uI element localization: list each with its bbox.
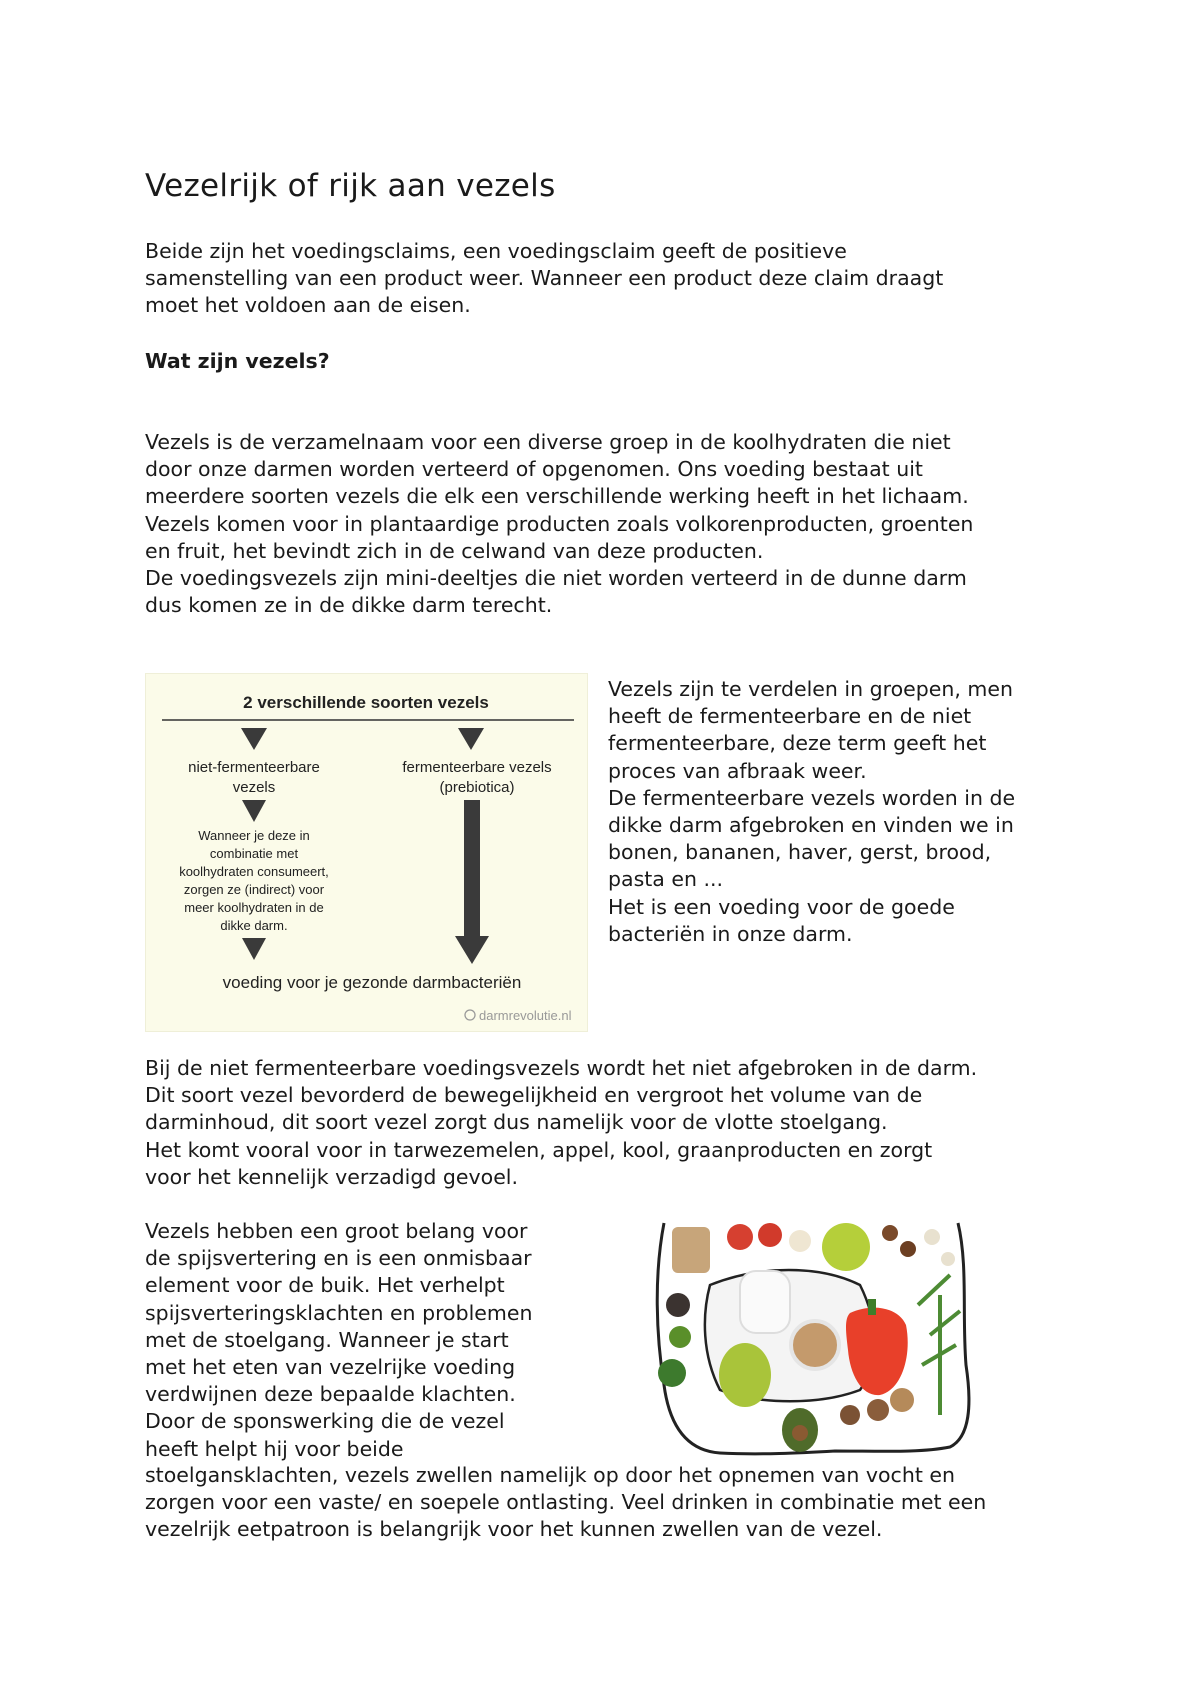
text-line: de spijsvertering en is een onmisbaar <box>145 1246 532 1271</box>
seeds-icon <box>666 1293 690 1317</box>
text-line: heeft helpt hij voor beide <box>145 1436 404 1461</box>
tomato-icon <box>758 1223 782 1247</box>
left-label: vezels <box>232 779 276 796</box>
note-line: dikke darm. <box>220 918 288 933</box>
leaf-icon <box>669 1326 691 1348</box>
note-line: zorgen ze (indirect) voor <box>183 882 325 897</box>
tomato-icon <box>727 1224 753 1250</box>
intro-line: Beide zijn het voedingsclaims, een voedingsclaim geeft de positieve <box>145 239 847 263</box>
text-line: Het is een voeding voor de goede <box>608 894 955 919</box>
walnut-icon <box>840 1405 860 1425</box>
pear-icon <box>719 1343 771 1407</box>
importance-paragraph <box>145 1218 565 1463</box>
hazelnut-icon <box>900 1241 916 1257</box>
section-heading: Wat zijn vezels? <box>145 349 330 373</box>
text-line: bacteriën in onze darm. <box>608 921 853 946</box>
arrow-down-icon <box>458 728 484 750</box>
text-line: heeft de fermenteerbare en de niet <box>608 704 972 729</box>
left-label: niet-fermenteerbare <box>188 759 320 776</box>
intro-line: moet het voldoen aan de eisen. <box>145 293 471 318</box>
text-line: dikke darm afgebroken en vinden we in <box>608 813 1014 838</box>
text-line: bonen, bananen, haver, gerst, brood, <box>608 840 992 865</box>
text-line: pasta en ... <box>608 867 724 892</box>
text-line: Bij de niet fermenteerbare voedingsvezels wordt het niet afgebroken in de darm. <box>145 1056 978 1080</box>
grain-bowl-icon <box>791 1321 839 1369</box>
note-line: meer koolhydraten in de <box>184 900 324 915</box>
text-line: met de stoelgang. Wanneer je start <box>145 1327 509 1352</box>
long-arrow-shaft <box>464 800 480 938</box>
intro-line: samenstelling van een product weer. Wanneer een product deze claim draagt <box>145 266 944 291</box>
text-line: door onze darmen worden verteerd of opgenomen. Ons voeding bestaat uit <box>145 457 923 482</box>
text-line: De fermenteerbare vezels worden in de <box>608 785 1016 810</box>
text-line: Door de sponswerking die de vezel <box>145 1409 505 1434</box>
intro-paragraph <box>145 238 1075 320</box>
lentils-icon <box>890 1388 914 1412</box>
text-line: Vezels komen voor in plantaardige producten zoals volkorenproducten, groenten <box>145 511 974 536</box>
text-line: darminhoud, dit soort vezel zorgt dus namelijk voor de vlotte stoelgang. <box>145 1110 888 1135</box>
text-line: stoelgansklachten, vezels zwellen namelijk op door het opnemen van vocht en <box>145 1463 955 1487</box>
text-line: meerdere soorten vezels die elk een verschillende werking heeft in het lichaam. <box>145 484 969 509</box>
arrow-down-icon <box>241 728 267 750</box>
right-label: (prebiotica) <box>439 779 515 796</box>
text-line: vezelrijk eetpatroon is belangrijk voor het kunnen zwellen van de vezel. <box>145 1517 883 1542</box>
text-line: De voedingsvezels zijn mini-deeltjes die niet worden verteerd in de dunne darm <box>145 566 967 591</box>
credit-logo-icon <box>465 1010 475 1020</box>
garlic-icon <box>789 1230 811 1252</box>
side-paragraph <box>608 676 1078 948</box>
note-line: Wanneer je deze in <box>198 828 310 843</box>
nonferment-paragraph <box>145 1055 1075 1191</box>
text-line: Vezels is de verzamelnaam voor een diverse groep in de koolhydraten die niet <box>145 430 951 454</box>
text-line: dus komen ze in de dikke darm terecht. <box>145 593 553 618</box>
text-line: fermenteerbare, deze term geeft het <box>608 731 987 756</box>
page-title: Vezelrijk of rijk aan vezels <box>145 168 556 204</box>
arrow-down-icon <box>242 938 266 960</box>
intestine-food-illustration <box>650 1215 976 1462</box>
bean-icon <box>941 1252 955 1266</box>
text-line: spijsverteringsklachten en problemen <box>145 1300 533 1325</box>
text-line: Vezels zijn te verdelen in groepen, men <box>608 677 1013 701</box>
text-line: Het komt vooral voor in tarwezemelen, appel, kool, graanproducten en zorgt <box>145 1137 933 1162</box>
text-line: proces van afbraak weer. <box>608 758 867 783</box>
avocado-seed-icon <box>792 1425 808 1441</box>
arrow-down-icon <box>455 936 489 964</box>
pepper-stem-icon <box>868 1299 876 1315</box>
fiber-types-diagram <box>145 673 588 1032</box>
bread-icon <box>672 1227 710 1273</box>
text-line: zorgen voor een vaste/ en soepele ontlasting. Veel drinken in combinatie met een <box>145 1490 987 1515</box>
text-line: Vezels hebben een groot belang voor <box>145 1219 528 1243</box>
fibers-paragraph <box>145 429 1075 619</box>
apple-icon <box>822 1223 870 1271</box>
diagram-bottom-label: voeding voor je gezonde darmbacteriën <box>222 973 522 992</box>
text-line: verdwijnen deze bepaalde klachten. <box>145 1382 516 1407</box>
bean-icon <box>924 1229 940 1245</box>
hazelnut-icon <box>882 1225 898 1241</box>
text-line: en fruit, het bevindt zich in de celwand van deze producten. <box>145 538 764 563</box>
text-line: voor het kennelijk verzadigd gevoel. <box>145 1164 519 1189</box>
walnut-icon <box>867 1399 889 1421</box>
right-label: fermenteerbare vezels <box>402 759 552 776</box>
note-line: koolhydraten consumeert, <box>179 864 329 879</box>
food-svg <box>650 1215 976 1462</box>
importance-paragraph-continued <box>145 1462 1075 1544</box>
diagram-svg <box>146 674 587 1031</box>
text-line: element voor de buik. Het verhelpt <box>145 1273 505 1298</box>
milk-glass-icon <box>740 1271 790 1333</box>
note-line: combinatie met <box>209 846 299 861</box>
arrow-down-icon <box>242 800 266 822</box>
broccoli-icon <box>658 1359 686 1387</box>
diagram-credit: darmrevolutie.nl <box>479 1008 572 1023</box>
diagram-title: 2 verschillende soorten vezels <box>243 693 489 712</box>
text-line: Dit soort vezel bevorderd de bewegelijkheid en vergroot het volume van de <box>145 1083 923 1108</box>
text-line: met het eten van vezelrijke voeding <box>145 1355 516 1380</box>
